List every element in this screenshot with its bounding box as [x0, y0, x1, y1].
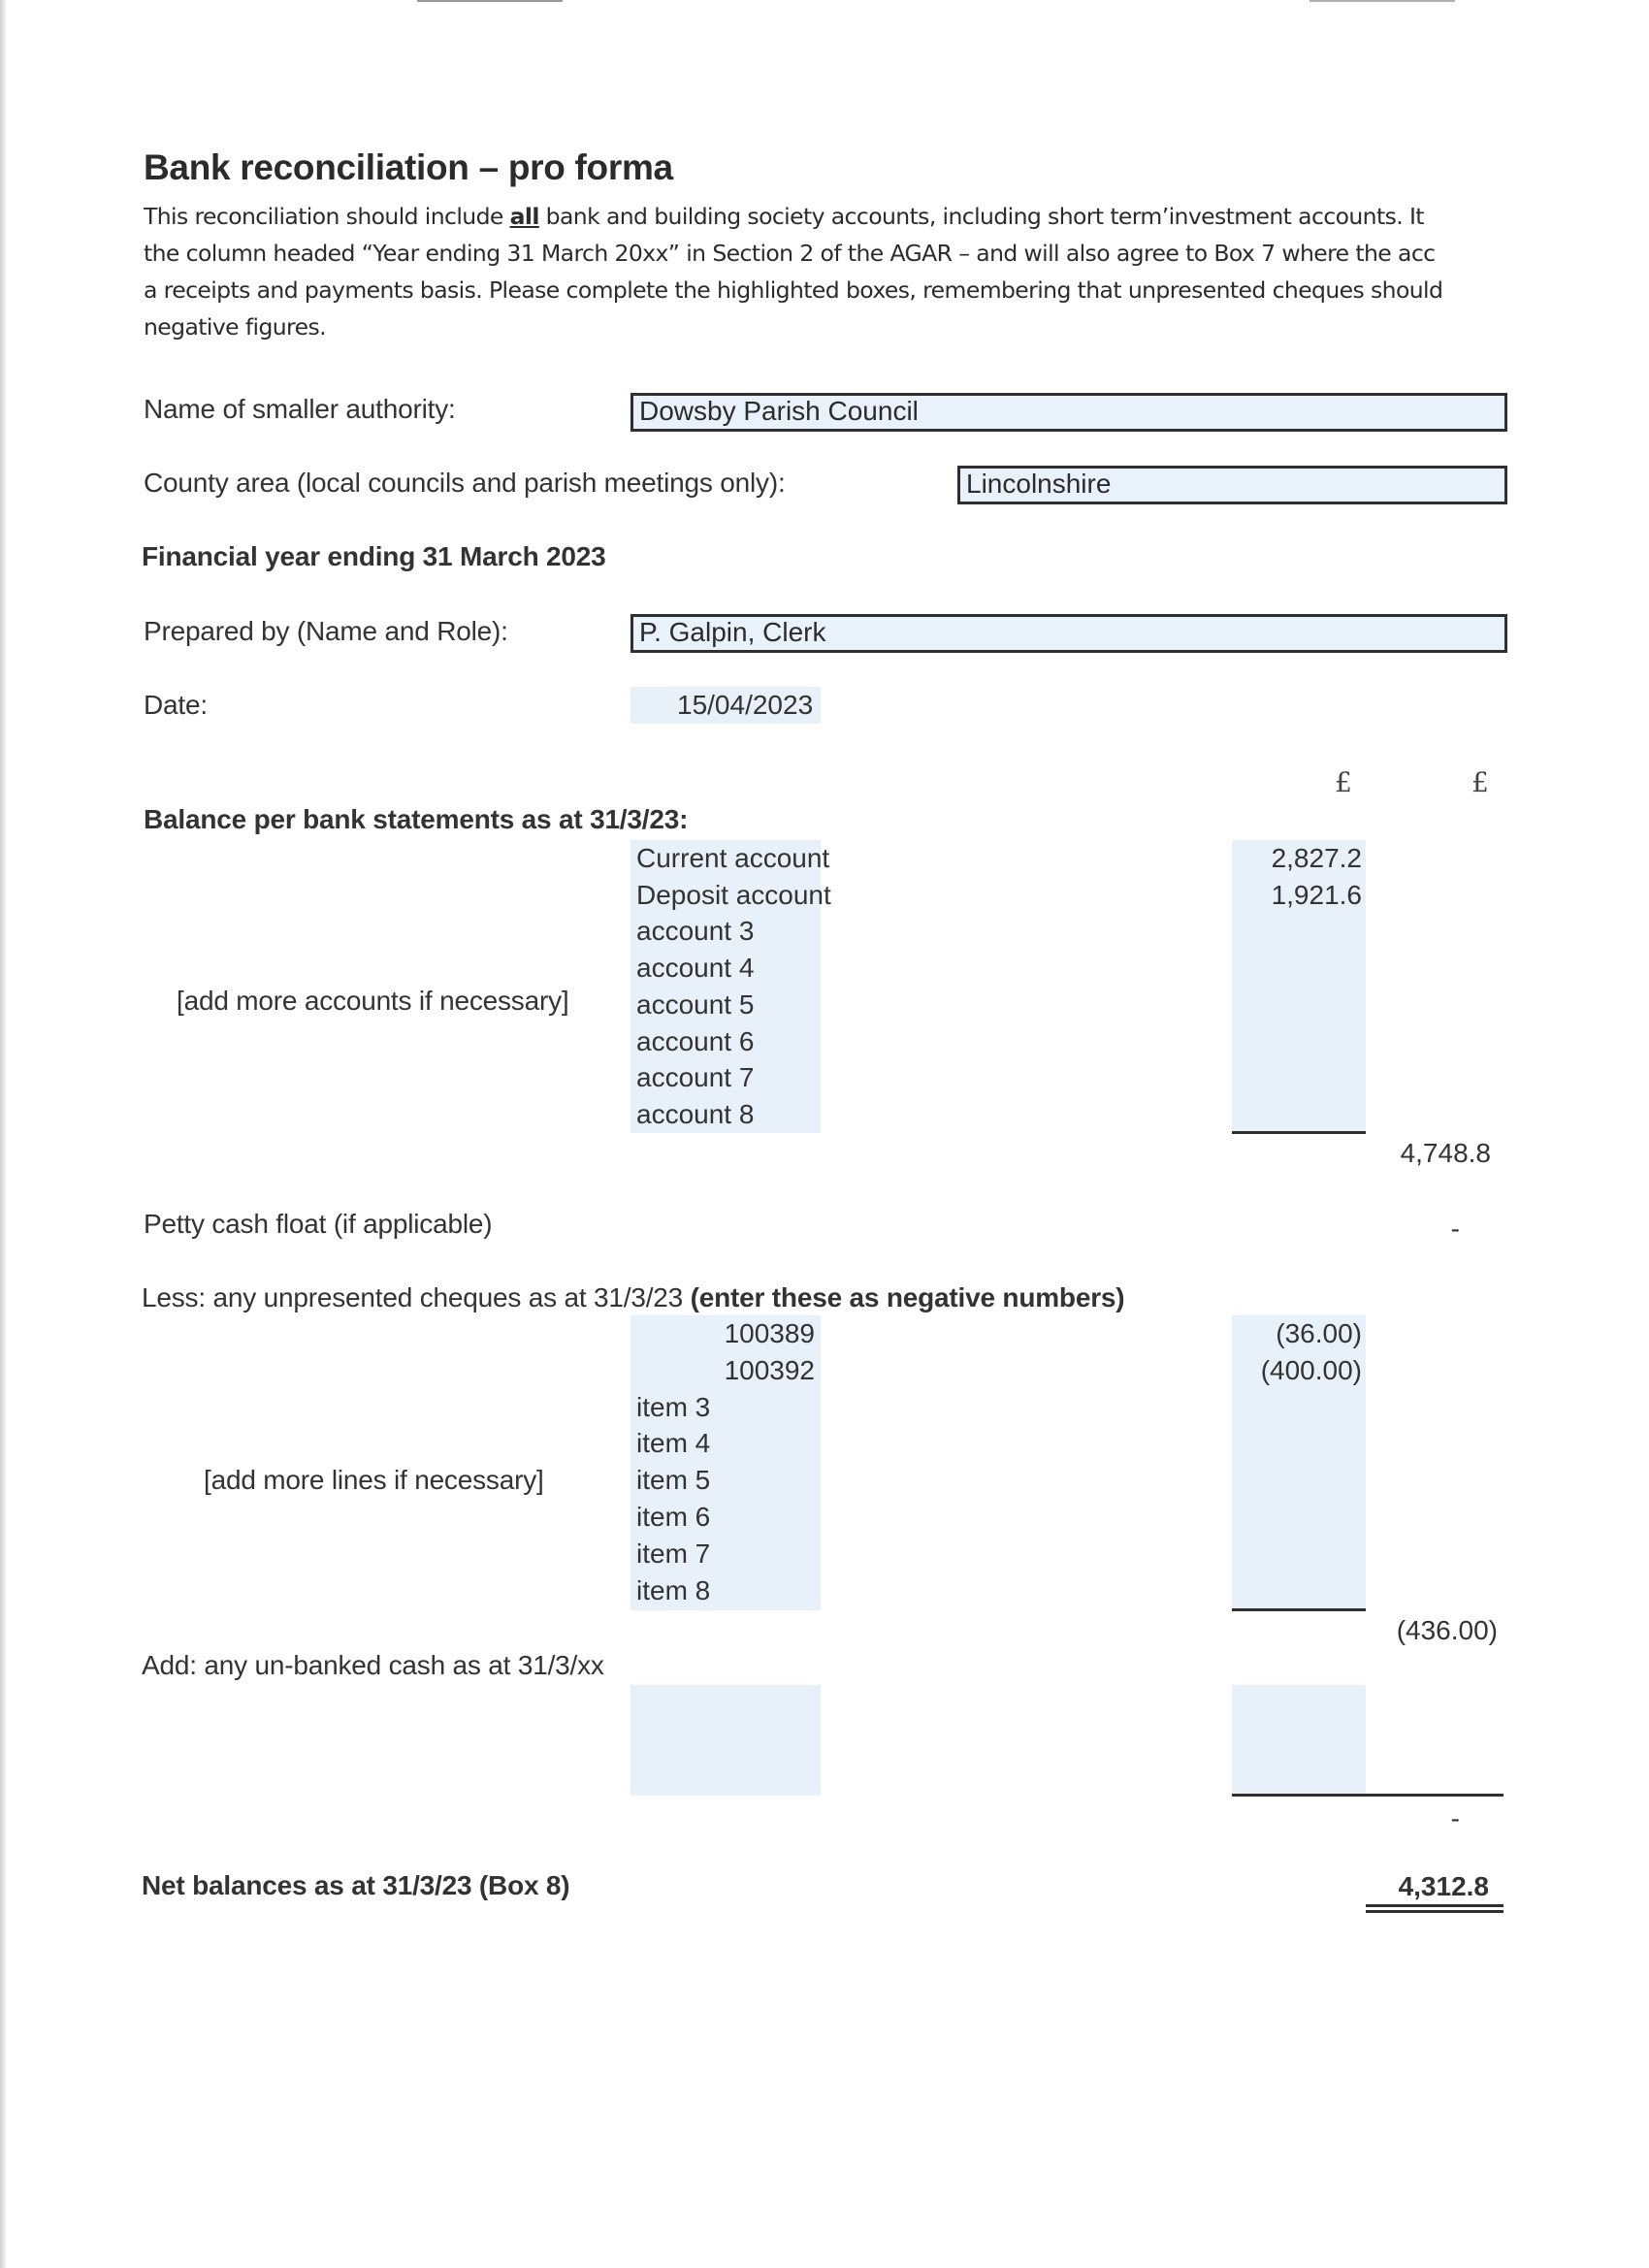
account-name[interactable]: account 6: [636, 1025, 755, 1056]
cheque-ref[interactable]: item 5: [636, 1465, 711, 1496]
currency-header-2: £: [1471, 766, 1489, 798]
cheque-ref[interactable]: item 6: [636, 1502, 711, 1532]
intro-line-4: negative figures.: [144, 313, 326, 340]
unpresented-label: Less: any unpresented cheques as at 31/3/23: [142, 1282, 691, 1312]
accounts-subtotal-rule: [1232, 1131, 1366, 1134]
unbanked-cash-total: -: [1450, 1803, 1460, 1833]
account-name[interactable]: account 5: [636, 988, 755, 1020]
account-name[interactable]: Current account: [636, 843, 830, 873]
petty-cash-label: Petty cash float (if applicable): [144, 1209, 493, 1239]
net-balance-label: Net balances as at 31/3/23 (Box 8): [142, 1870, 570, 1900]
authority-value: Dowsby Parish Council: [639, 396, 919, 426]
unpresented-cheques-heading: [142, 1282, 1124, 1313]
account-name[interactable]: account 4: [636, 953, 755, 984]
bank-balance-heading: Balance per bank statements as at 31/3/23:: [144, 804, 689, 834]
accounts-total: 4,748.8: [1400, 1138, 1491, 1168]
cheque-ref[interactable]: 100392: [724, 1354, 815, 1385]
prepared-by-label: Prepared by (Name and Role):: [144, 616, 508, 646]
account-name[interactable]: account 7: [636, 1062, 755, 1093]
scan-mark: [417, 0, 563, 2]
net-balance-value: 4,312.8: [1398, 1871, 1489, 1901]
scan-mark: [1310, 0, 1455, 2]
county-field[interactable]: [957, 466, 1507, 504]
net-balance-double-rule-bottom: [1366, 1910, 1504, 1913]
unpresented-instruction: (enter these as negative numbers): [690, 1282, 1125, 1312]
account-name[interactable]: Deposit account: [636, 879, 831, 910]
unbanked-subtotal-rule: [1232, 1794, 1504, 1797]
intro-line-2: the column headed “Year ending 31 March 20xx” in Section 2 of the AGAR – and will also agree to Box 7 where the acc: [144, 240, 1436, 267]
unbanked-cash-description-field[interactable]: [630, 1685, 821, 1796]
authority-field[interactable]: [630, 393, 1507, 432]
account-name[interactable]: account 8: [636, 1098, 755, 1129]
cheque-amount[interactable]: (36.00): [1276, 1318, 1362, 1348]
authority-label: Name of smaller authority:: [144, 394, 456, 424]
add-accounts-note: [add more accounts if necessary]: [177, 986, 569, 1016]
intro-emphasis: all: [509, 203, 539, 230]
date-field[interactable]: [630, 687, 821, 724]
county-label: County area (local councils and parish meetings only):: [144, 468, 786, 498]
intro-text: This reconciliation should include: [144, 203, 510, 230]
intro-paragraph: [144, 198, 1502, 345]
financial-year-heading: Financial year ending 31 March 2023: [142, 541, 606, 571]
account-amount[interactable]: 1,921.6: [1271, 879, 1362, 910]
prepared-by-value: P. Galpin, Clerk: [639, 617, 826, 647]
currency-header-1: £: [1335, 766, 1352, 798]
cheque-ref[interactable]: item 7: [636, 1538, 711, 1569]
cheque-ref[interactable]: 100389: [724, 1318, 815, 1348]
account-name[interactable]: account 3: [636, 916, 755, 947]
date-value: 15/04/2023: [677, 690, 814, 720]
add-lines-note: [add more lines if necessary]: [204, 1465, 544, 1495]
intro-line-3: a receipts and payments basis. Please complete the highlighted boxes, remembering that unpresented cheques should: [144, 276, 1443, 304]
page-title: Bank reconciliation – pro forma: [144, 147, 673, 187]
intro-line-1: [144, 198, 1502, 235]
county-value: Lincolnshire: [966, 469, 1112, 499]
unbanked-cash-label: Add: any un-banked cash as at 31/3/xx: [142, 1650, 604, 1680]
account-amount[interactable]: 2,827.2: [1271, 843, 1362, 873]
unbanked-cash-amount-field[interactable]: [1232, 1685, 1366, 1796]
net-balance-double-rule-top: [1366, 1904, 1504, 1907]
cheques-subtotal-rule: [1232, 1608, 1366, 1611]
cheque-ref[interactable]: item 3: [636, 1391, 711, 1422]
cheques-total: (436.00): [1396, 1615, 1498, 1645]
cheque-amount[interactable]: (400.00): [1260, 1354, 1362, 1385]
date-label: Date:: [144, 690, 208, 720]
scan-edge-shadow: [0, 0, 6, 2268]
cheque-ref[interactable]: item 4: [636, 1428, 711, 1459]
petty-cash-value: -: [1450, 1214, 1460, 1244]
intro-text: bank and building society accounts, including short term’investment accounts. It: [538, 203, 1424, 230]
prepared-by-field[interactable]: [630, 614, 1507, 653]
cheque-ref[interactable]: item 8: [636, 1574, 711, 1605]
